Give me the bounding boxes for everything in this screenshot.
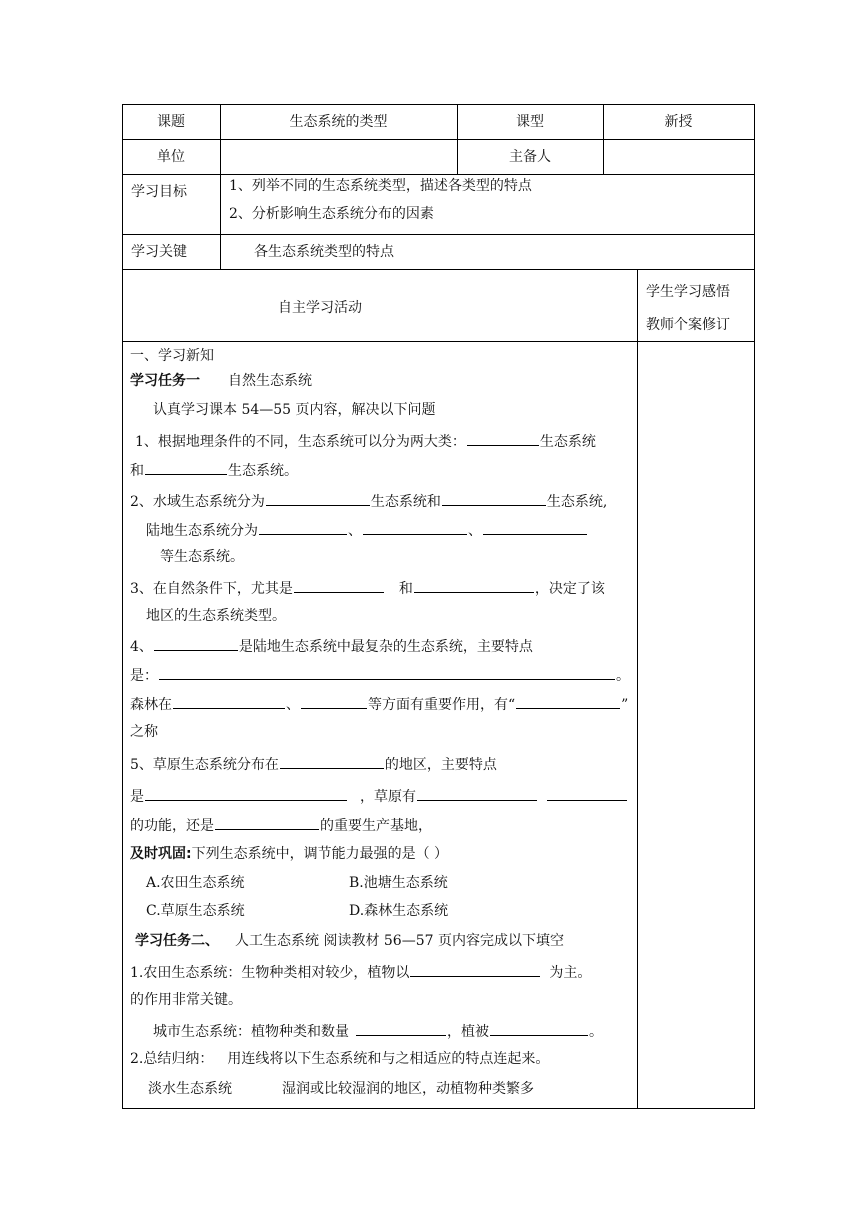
task-one-label: 学习任务一 <box>130 373 200 389</box>
question-1-line <box>135 429 596 453</box>
answer-blank[interactable] <box>145 784 347 801</box>
answer-blank[interactable] <box>145 458 227 475</box>
match-right-item: 湿润或比较湿润的地区，动植物种类繁多 <box>282 1081 534 1097</box>
task-two-q1-cont: 的作用非常关键。 <box>130 992 242 1008</box>
table-border <box>754 104 755 1109</box>
question-4-forest <box>130 692 628 716</box>
question-text: ，草原有 <box>360 789 416 805</box>
question-3-cont: 地区的生态系统类型。 <box>146 608 286 624</box>
question-text: 城市生态系统：植物种类和数量 <box>153 1024 349 1040</box>
question-text: 森林在 <box>130 697 172 713</box>
table-border <box>122 269 755 270</box>
question-5-end <box>130 813 432 837</box>
option-a: A.农田生态系统 <box>146 875 245 891</box>
answer-blank[interactable] <box>410 960 540 977</box>
answer-blank[interactable] <box>294 576 384 593</box>
question-text: 生态系统和 <box>370 494 441 510</box>
answer-blank[interactable] <box>356 1019 446 1036</box>
match-left-item: 淡水生态系统 <box>148 1081 232 1097</box>
task-one-line <box>130 370 312 392</box>
answer-blank[interactable] <box>417 784 537 801</box>
table-border <box>122 104 123 1109</box>
answer-blank[interactable] <box>490 1019 588 1036</box>
question-text: ，植被 <box>447 1024 489 1040</box>
question-text: 是： <box>130 668 158 684</box>
option-c: C.草原生态系统 <box>146 903 245 919</box>
table-border <box>122 341 755 342</box>
intro-text: 认真学习课本 54—55 页内容，解决以下问题 <box>153 402 436 418</box>
question-text: 的地区，主要特点 <box>384 757 497 773</box>
answer-blank[interactable] <box>280 752 384 769</box>
type-value: 新授 <box>664 114 693 130</box>
question-text: ，决定了该 <box>534 581 605 597</box>
question-text: 2、水域生态系统分为 <box>130 494 265 510</box>
question-2-end: 等生态系统。 <box>160 549 244 565</box>
match-row <box>148 1078 534 1100</box>
review-line <box>130 843 448 865</box>
task-one-title: 自然生态系统 <box>228 373 312 389</box>
question-text: 1、根据地理条件的不同，生态系统可以分为两大类： <box>135 434 466 450</box>
task-two-text: 人工生态系统 阅读教材 56—57 页内容完成以下填空 <box>235 933 564 949</box>
question-text: 1.农田生态系统：生物种类相对较少，植物以 <box>130 965 410 981</box>
question-text: 4、 <box>130 639 153 655</box>
question-5-line <box>130 752 497 776</box>
unit-label: 单位 <box>157 149 185 165</box>
task-two-line <box>135 930 564 952</box>
answer-blank[interactable] <box>215 813 319 830</box>
task-two-q1 <box>130 960 591 984</box>
table-border <box>122 174 755 175</box>
question-1-cont <box>130 458 298 482</box>
topic-label: 课题 <box>157 114 185 130</box>
question-text: 的重要生产基地， <box>320 818 432 834</box>
question-text: 生态系统, <box>546 494 608 510</box>
goals-label: 学习目标 <box>131 184 187 200</box>
key-value: 各生态系统类型的特点 <box>254 244 394 260</box>
table-border <box>122 1108 755 1109</box>
question-5-cont <box>130 784 628 808</box>
question-text: 、 <box>348 523 362 539</box>
question-text: 为主。 <box>549 965 592 981</box>
section-heading: 一、学习新知 <box>130 348 214 364</box>
question-text: 生态系统。 <box>228 463 298 479</box>
table-border <box>122 234 755 235</box>
question-text: 。 <box>616 668 630 684</box>
topic-value: 生态系统的类型 <box>289 114 388 130</box>
question-text: 、 <box>286 697 300 713</box>
answer-blank[interactable] <box>173 692 285 709</box>
question-text: 和 <box>130 463 144 479</box>
question-3-line <box>130 576 605 600</box>
goal-item: 2、分析影响生态系统分布的因素 <box>229 206 434 222</box>
review-label: 及时巩固: <box>130 846 192 862</box>
question-4-end: 之称 <box>130 724 158 740</box>
side-label-revision: 教师个案修订 <box>646 317 730 333</box>
question-text: 陆地生态系统分为 <box>146 523 258 539</box>
question-text: 是陆地生态系统中最复杂的生态系统，主要特点 <box>238 639 533 655</box>
question-text: 生态系统 <box>539 434 596 450</box>
answer-blank[interactable] <box>159 663 615 680</box>
question-4-cont <box>130 663 630 687</box>
answer-blank[interactable] <box>414 576 534 593</box>
answer-blank[interactable] <box>363 518 467 535</box>
answer-blank[interactable] <box>154 634 238 651</box>
question-text: ” <box>621 697 629 713</box>
table-border <box>122 104 755 105</box>
type-label: 课型 <box>516 114 544 130</box>
table-border <box>122 139 755 140</box>
question-text: 用连线将以下生态系统和与之相适应的特点连起来。 <box>227 1051 550 1067</box>
activity-heading: 自主学习活动 <box>278 300 362 316</box>
question-text: 5、草原生态系统分布在 <box>130 757 279 773</box>
question-text: 和 <box>398 581 413 597</box>
answer-blank[interactable] <box>467 429 539 446</box>
option-d: D.森林生态系统 <box>349 903 449 919</box>
question-text: 、 <box>468 523 482 539</box>
answer-blank[interactable] <box>442 489 546 506</box>
question-2-cont <box>146 518 588 542</box>
task-two-q2 <box>130 1048 549 1070</box>
answer-blank[interactable] <box>301 692 367 709</box>
question-4-line <box>130 634 533 658</box>
answer-blank[interactable] <box>266 489 370 506</box>
key-label: 学习关键 <box>131 244 187 260</box>
goal-item: 1、列举不同的生态系统类型，描述各类型的特点 <box>229 178 532 194</box>
answer-blank[interactable] <box>483 518 587 535</box>
preparer-label: 主备人 <box>509 149 551 165</box>
option-b: B.池塘生态系统 <box>349 875 448 891</box>
question-text: 等方面有重要作用，有“ <box>368 697 516 713</box>
task-two-q1-city <box>153 1019 603 1043</box>
answer-blank[interactable] <box>547 784 627 801</box>
side-label-reflection: 学生学习感悟 <box>646 284 730 300</box>
question-text: 3、在自然条件下，尤其是 <box>130 581 293 597</box>
question-text: 的功能，还是 <box>130 818 214 834</box>
review-question: 下列生态系统中，调节能力最强的是（ ） <box>191 846 449 862</box>
question-text: 。 <box>589 1024 603 1040</box>
question-text: 是 <box>130 789 144 805</box>
question-2-line <box>130 489 607 513</box>
answer-blank[interactable] <box>259 518 347 535</box>
question-text: 2.总结归纳： <box>130 1051 214 1067</box>
answer-blank[interactable] <box>516 692 620 709</box>
task-two-label: 学习任务二、 <box>135 933 219 949</box>
table-border <box>637 269 638 1109</box>
